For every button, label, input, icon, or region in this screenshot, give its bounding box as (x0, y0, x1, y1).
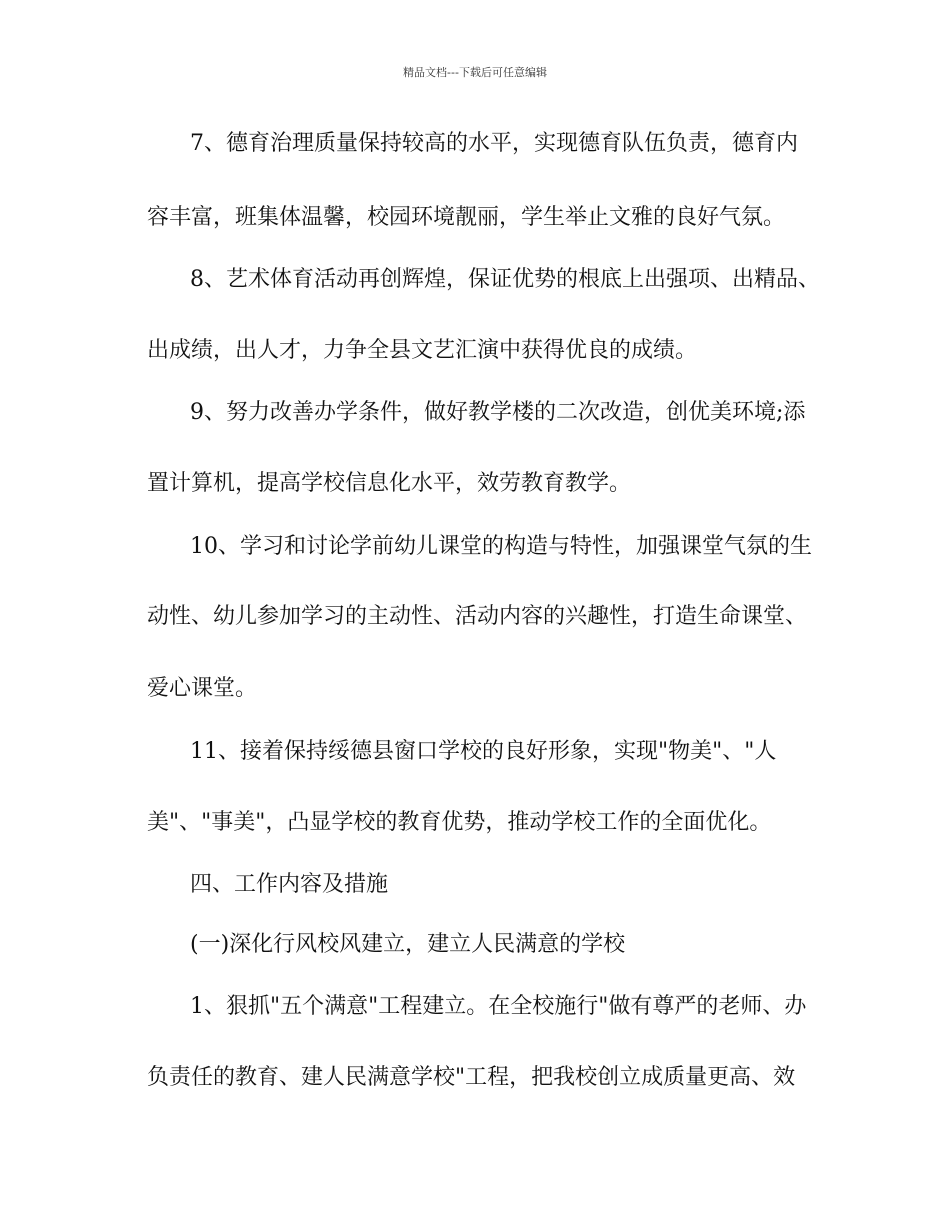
page-header: 精品文档---下载后可任意编辑 (403, 66, 547, 79)
paragraph-line: 出成绩，出人才，力争全县文艺汇演中获得优良的成绩。 (147, 338, 698, 363)
paragraph-line: 9、努力改善办学条件，做好教学楼的二次改造，创优美环境;添 (190, 400, 806, 425)
paragraph-line: 动性、幼儿参加学习的主动性、活动内容的兴趣性，打造生命课堂、 (147, 604, 808, 629)
paragraph-line: 11、接着保持绥德县窗口学校的良好形象，实现"物美"、"人 (190, 739, 777, 764)
paragraph-line: 美"、"事美"，凸显学校的教育优势，推动学校工作的全面优化。 (147, 810, 772, 835)
paragraph-line: 容丰富，班集体温馨，校园环境靓丽，学生举止文雅的良好气氛。 (147, 205, 786, 230)
paragraph-line: 1、狠抓"五个满意"工程建立。在全校施行"做有尊严的老师、办 (190, 994, 807, 1019)
paragraph-line: 负责任的教育、建人民满意学校"工程，把我校创立成质量更高、效 (147, 1065, 796, 1090)
paragraph-line: 置计算机，提高学校信息化水平，效劳教育教学。 (147, 471, 632, 496)
paragraph-line: 7、德育治理质量保持较高的水平，实现德育队伍负责，德育内 (190, 131, 798, 156)
paragraph-line: 爱心课堂。 (147, 676, 258, 701)
subsection-heading: (一)深化行风校风建立，建立人民满意的学校 (190, 932, 626, 957)
paragraph-line: 10、学习和讨论学前幼儿课堂的构造与特性，加强课堂气氛的生 (190, 534, 812, 559)
section-heading: 四、工作内容及措施 (190, 872, 389, 897)
paragraph-line: 8、艺术体育活动再创辉煌，保证优势的根底上出强项、出精品、 (190, 267, 820, 292)
